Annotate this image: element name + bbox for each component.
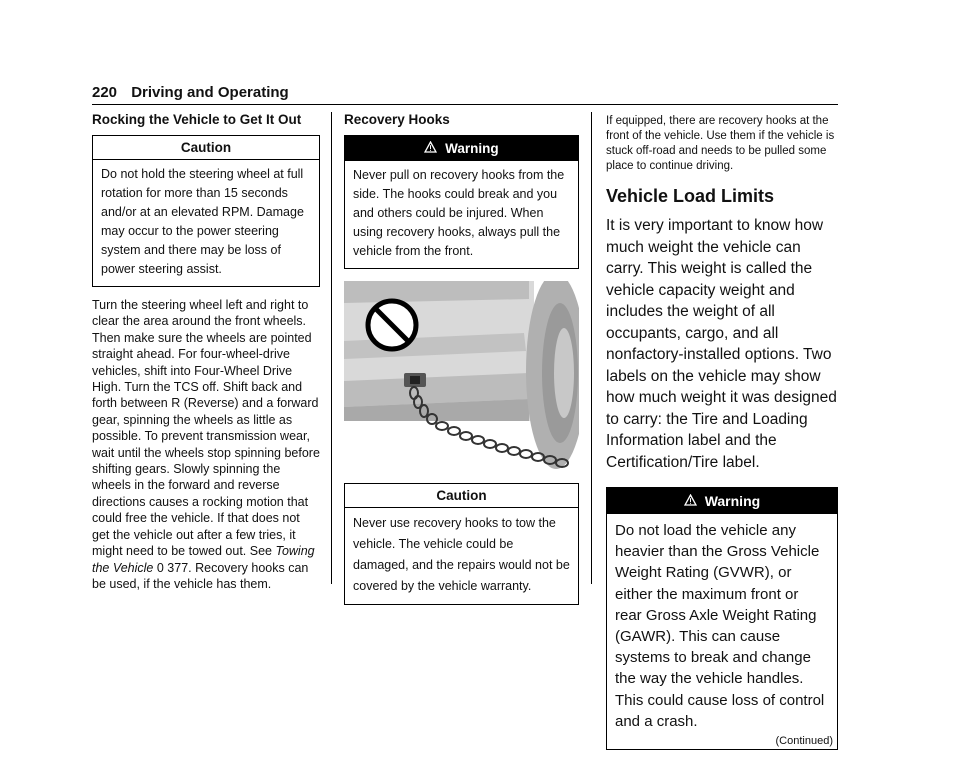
- warning-header: [345, 136, 578, 161]
- section-title: Driving and Operating: [131, 84, 289, 101]
- warning-triangle-icon: [684, 493, 697, 509]
- rocking-heading: Rocking the Vehicle to Get It Out: [92, 112, 302, 127]
- caution-title-2: Caution: [345, 484, 578, 508]
- warning-text: Never pull on recovery hooks from the side. The hooks could break and you and others could be injured. When using recovery hooks, always pull the vehicle from the front.: [353, 168, 565, 258]
- towing-page-ref[interactable]: 0 377: [153, 560, 189, 575]
- warning-title: Warning: [445, 141, 499, 156]
- warning-title-3: Warning: [704, 493, 761, 509]
- hooks-intro-paragraph: If equipped, there are recovery hooks at the front of the vehicle. Use them if the vehicle is stuck off-road and needs to be pulled some place to continue driving.: [606, 115, 835, 172]
- recovery-hooks-heading: Recovery Hooks: [344, 112, 450, 127]
- page-header: [92, 84, 838, 105]
- towing-link[interactable]: Towing the Vehicle: [92, 544, 315, 575]
- load-limits-heading: Vehicle Load Limits: [606, 186, 775, 206]
- warning-triangle-icon: [424, 141, 437, 156]
- recovery-hook-illustration: [344, 281, 579, 469]
- warning-box-hooks: [344, 135, 579, 269]
- caution-box-towing: [344, 483, 579, 605]
- caution-text: Do not hold the steering wheel at full rotation for more than 15 seconds and/or at an elevated RPM. Damage may occur to the power steering system and there may be loss of power steering assist.: [101, 167, 304, 276]
- page-number: 220: [92, 84, 118, 101]
- continued-label: (Continued): [775, 735, 833, 748]
- warning-header-3: [607, 488, 837, 514]
- column-1: [92, 112, 320, 592]
- column-3: [606, 112, 838, 760]
- warning-text-3: Do not load the vehicle any heavier than the Gross Vehicle Weight Rating (GVWR), or either the maximum front or rear Gross Axle Weight Rating (GAWR). This can cause systems to break and change the way the vehicle handles. This could cause loss of control and a crash.: [615, 522, 825, 730]
- column-divider-2: [591, 112, 592, 584]
- rocking-paragraph: [92, 297, 320, 592]
- caution-text-2: Never use recovery hooks to tow the vehicle. The vehicle could be damaged, and the repairs would not be covered by the vehicle warranty.: [353, 516, 570, 593]
- load-limits-paragraph: It is very important to know how much weight the vehicle can carry. This weight is called the vehicle capacity weight and includes the weight of all occupants, cargo, and all nonfactory-installed options. Two labels on the vehicle may show how much weight it was designed to carry: the Tire and Loading Information label and the Certification/Tire label.: [606, 217, 837, 471]
- column-2: [344, 112, 579, 615]
- prohibited-sign-icon: [368, 301, 416, 349]
- rocking-text-end: . Recovery hooks can be used, if the vehicle has them.: [92, 560, 309, 591]
- column-divider-1: [331, 112, 332, 584]
- caution-box-steering: [92, 135, 320, 287]
- warning-box-load: [606, 487, 838, 750]
- rocking-text: Turn the steering wheel left and right to clear the area around the front wheels. Then make sure the wheels are pointed straight ahead. For four-wheel-drive vehicles, shift into Four-Wheel Drive High. Turn the TCS off. Shift back and forth between R (Reverse) and a forward gear, spinning the wheels as little as possible. To prevent transmission wear, wait until the wheels stop spinning before shifting gears. Slowly spinning the wheels in the forward and reverse directions causes a rocking motion that could free the vehicle. If that does not get the vehicle out after a few tries, it might need to be towed out. See: [92, 298, 320, 559]
- caution-title: Caution: [93, 136, 319, 160]
